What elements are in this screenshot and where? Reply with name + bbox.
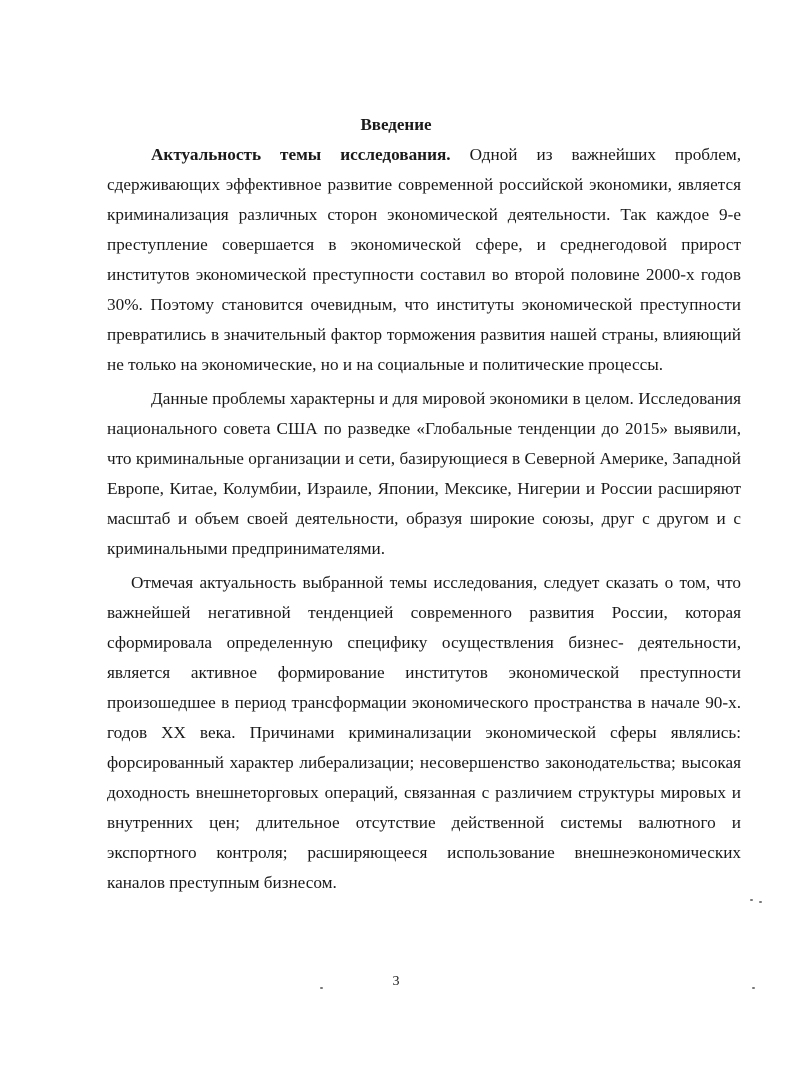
paragraph-3 [107, 568, 741, 898]
paragraph-1-lead: Актуальность темы исследования. [151, 145, 451, 164]
scan-speck [759, 901, 762, 903]
page-title: Введение [360, 115, 432, 134]
paragraph-2 [107, 384, 741, 564]
body-text [107, 140, 741, 898]
paragraph-2-text: Данные проблемы характерны и для мировой экономики в целом. Исследования национального совета США по разведке «Глобальные тенденции до 2015» выявили, что криминальные организации и сети, базирующиеся в Северной Америке, Западной Европе, Китае, Колумбии, Израиле, Японии, Мексике, Нигерии и России расширяют масштаб и объем своей деятельности, образуя широкие союзы, друг с другом и с криминальными предпринимателями. [107, 389, 741, 558]
paragraph-1-text: Одной из важнейших проблем, сдерживающих эффективное развитие современной российской экономики, является криминализация различных сторон экономической деятельности. Так каждое 9-е преступление совершается в экономической сфере, и среднегодовой прирост институтов экономической преступности составил во второй половине 2000-х годов 30%. Поэтому становится очевидным, что институты экономической преступности превратились в значительный фактор торможения развития нашей страны, влияющий не только на экономические, но и на социальные и политические процессы. [107, 145, 742, 374]
paragraph-1 [107, 140, 741, 380]
scan-speck [750, 899, 753, 901]
page-number: 3 [392, 974, 400, 989]
paragraph-3-text: Отмечая актуальность выбранной темы исследования, следует сказать о том, что важнейшей негативной тенденцией современного развития России, которая сформировала определенную специфику осуществления бизнес- деятельности, является активное формирование институтов экономической преступности произошедшее в период трансформации экономического пространства в начале 90-х. годов XX века. Причинами криминализации экономической сферы являлись: форсированный характер либерализации; несовершенство законодательства; высокая доходность внешнеторговых операций, связанная с различием структуры мировых и внутренних цен; длительное отсутствие действенной системы валютного и экспортного контроля; расширяющееся использование внешнеэкономических каналов преступным бизнесом. [107, 573, 741, 892]
scan-speck [320, 987, 323, 989]
scan-speck [752, 987, 755, 989]
